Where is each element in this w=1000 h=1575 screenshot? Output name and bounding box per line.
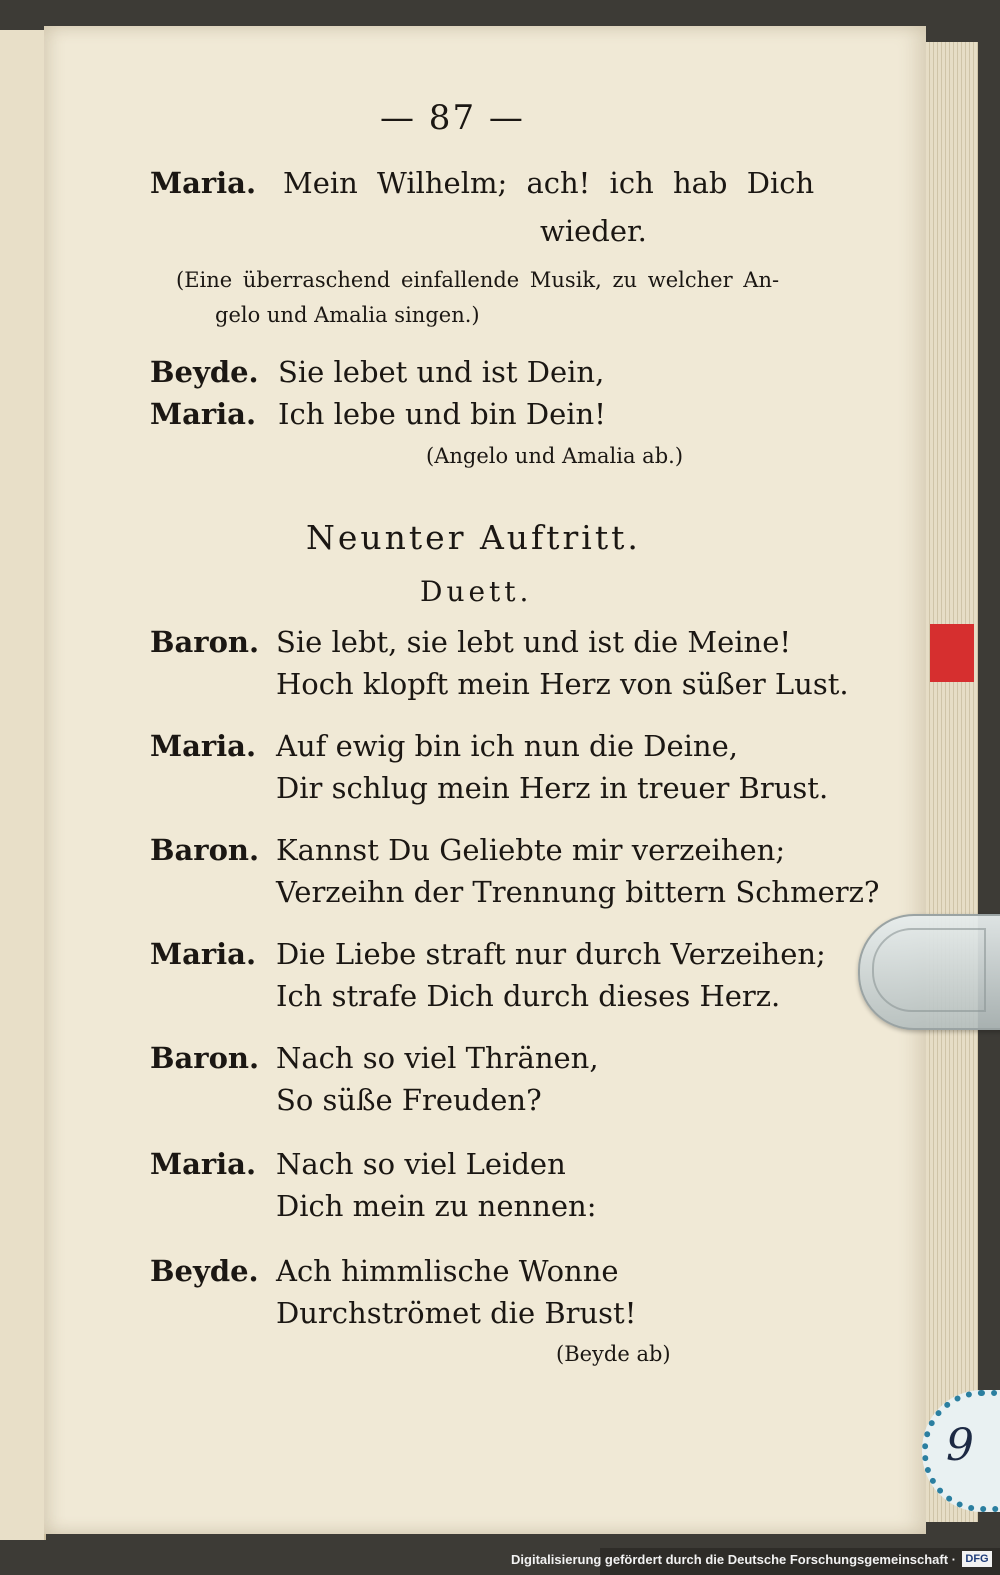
stage-direction: (Angelo und Amalia ab.) [426, 444, 684, 468]
dialogue-line: Nach so viel Thränen, [276, 1041, 599, 1075]
dialogue-line: Dich mein zu nennen: [276, 1189, 597, 1223]
stage-direction: (Eine überraschend einfallende Musik, zu welcher An- [176, 268, 780, 292]
speaker-label: Beyde. [150, 1254, 259, 1288]
red-bookmark-tab [930, 624, 974, 682]
dialogue-line: Kannst Du Geliebte mir verzeihen; [276, 833, 786, 867]
scene-heading: Neunter Auftritt. [306, 518, 641, 557]
dialogue-line: Ach himmlische Wonne [276, 1254, 619, 1288]
funding-credit: Digitalisierung gefördert durch die Deutsche Forschungsgemeinschaft · [511, 1552, 956, 1567]
page-block-edges [918, 42, 978, 1522]
stamp-number: 9 [946, 1420, 974, 1471]
dialogue-line: Ich lebe und bin Dein! [278, 397, 606, 431]
speaker-label: Baron. [150, 1041, 260, 1075]
dialogue-line: Sie lebt, sie lebt und ist die Meine! [276, 625, 792, 659]
speaker-label: Maria. [150, 397, 257, 431]
speaker-label: Baron. [150, 833, 260, 867]
dialogue-line: Mein Wilhelm; ach! ich hab Dich [283, 166, 815, 200]
dialogue-line: Verzeihn der Trennung bittern Schmerz? [276, 875, 880, 909]
facing-page-edge [0, 30, 46, 1540]
speaker-label: Baron. [150, 625, 260, 659]
dialogue-line: So süße Freuden? [276, 1083, 542, 1117]
speaker-label: Maria. [150, 729, 257, 763]
speaker-label: Maria. [150, 1147, 257, 1181]
dialogue-line: Ich strafe Dich durch dieses Herz. [276, 979, 781, 1013]
stage-direction: gelo und Amalia singen.) [215, 303, 480, 327]
dialogue-line: Die Liebe straft nur durch Verzeihen; [276, 937, 826, 971]
dialogue-line: Sie lebet und ist Dein, [278, 355, 605, 389]
dialogue-line: Hoch klopft mein Herz von süßer Lust. [276, 667, 849, 701]
dialogue-line: Nach so viel Leiden [276, 1147, 566, 1181]
dialogue-line: Durchströmet die Brust! [276, 1296, 637, 1330]
dialogue-line: wieder. [540, 214, 647, 248]
page-clip [858, 914, 1000, 1030]
dfg-logo: DFG [962, 1551, 992, 1567]
speaker-label: Maria. [150, 166, 257, 200]
speaker-label: Beyde. [150, 355, 259, 389]
stage-direction: (Beyde ab) [556, 1342, 671, 1366]
dialogue-line: Dir schlug mein Herz in treuer Brust. [276, 771, 829, 805]
speaker-label: Maria. [150, 937, 257, 971]
dialogue-line: Auf ewig bin ich nun die Deine, [276, 729, 738, 763]
scene-subheading: Duett. [420, 575, 533, 608]
page-number: — 87 — [380, 98, 525, 138]
